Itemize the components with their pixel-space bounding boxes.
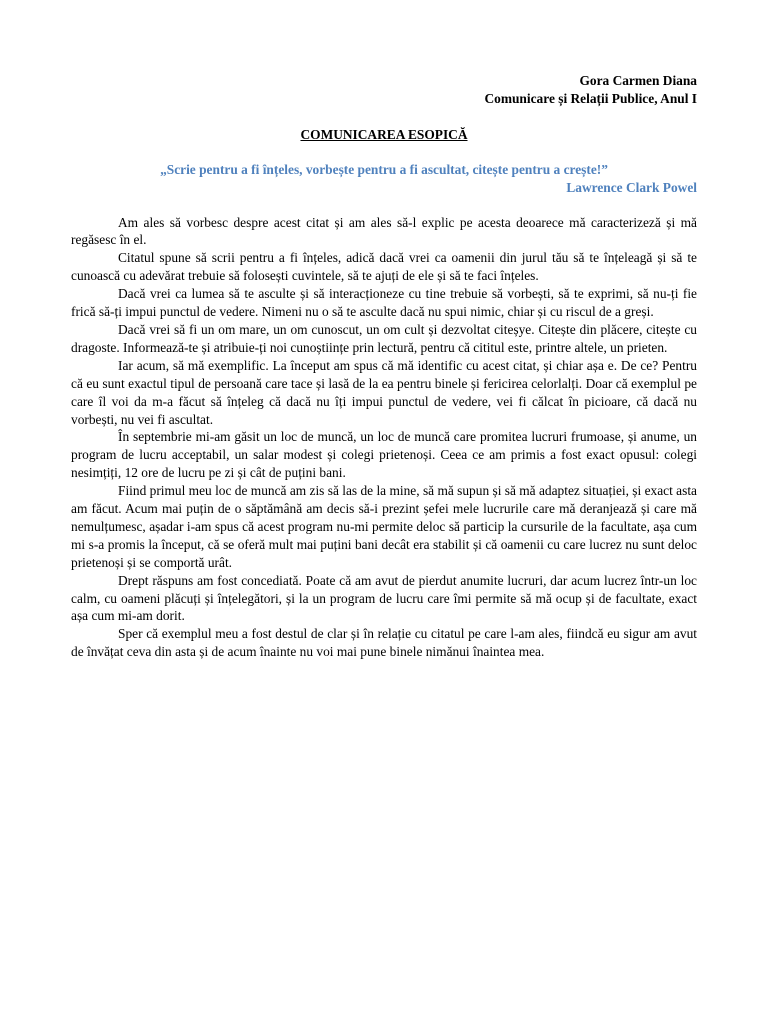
- paragraph: Sper că exemplul meu a fost destul de clar și în relație cu citatul pe care l-am ales, fiindcă eu sigur am avut de învățat ceva din asta și de acum înainte nu voi mai pune binele nimănui înaintea mea.: [71, 626, 697, 660]
- document-title: COMUNICAREA ESOPICĂ: [300, 126, 468, 142]
- paragraph: Citatul spune să scrii pentru a fi înțeles, adică dacă vrei ca oamenii din jurul tău să te înțeleagă și să te cunoască cu adevărat trebuie să folosești cuvintele, să te ajuți de ele și să te faci înțeles.: [71, 250, 697, 284]
- paragraph: Dacă vrei să fi un om mare, un om cunoscut, un om cult și dezvoltat citeșye. Citește din plăcere, citește cu dragoste. Informează-te și atribuie-ți noi cunoștiințe prin lectură, pentru că cititul este, printre altele, un prieten.: [71, 321, 697, 355]
- paragraph: Dacă vrei ca lumea să te asculte și să interacționeze cu tine trebuie să vorbești, să te exprimi, să nu-ți fie frică să-ți impui punctul de vedere. Nimeni nu o să te asculte dacă nu spui nimic, chiar și cu riscul de a greși.: [71, 286, 697, 320]
- author-name: Gora Carmen Diana: [579, 73, 697, 88]
- paragraph: Am ales să vorbesc despre acest citat și am ales să-l explic pe acesta deoarece mă caracterizeză și mă regăsesc în el.: [71, 214, 697, 248]
- quote-author: Lawrence Clark Powel: [566, 179, 697, 195]
- paragraph: Drept răspuns am fost concediată. Poate că am avut de pierdut anumite lucruri, dar acum lucrez într-un loc calm, cu oameni plăcuți și înțelegători, și la un program de lucru care îmi permite să mă ocup și de facultate, exact așa cum mi-am dorit.: [71, 572, 697, 624]
- paragraph: Fiind primul meu loc de muncă am zis să las de la mine, să mă supun și să mă adaptez situației, și exact asta am făcut. Acum mai puțin de o săptămână am decis să-i prezint șefei mele lucrurile care mă deranjează și care mă nemulțumesc, așadar i-am spus că acest program nu-mi permite deloc să particip la cursurile de la facultate, așa cum mi s-a promis la început, că se oferă mult mai puțini bani decât era stabilit și că oamenii cu care lucrez nu sunt deloc prietenoși și se comportă urât.: [71, 483, 697, 570]
- author-block: [71, 72, 697, 108]
- quote-text: „Scrie pentru a fi înțeles, vorbește pentru a fi ascultat, citește pentru a crește!”: [160, 161, 608, 177]
- epigraph: [71, 161, 697, 197]
- paragraph: În septembrie mi-am găsit un loc de muncă, un loc de muncă care promitea lucruri frumoase, și anume, un program de lucru acceptabil, un salar modest și colegi prietenoși. Ceea ce am primis a fost exact opusul: colegi nesimțiți, 12 ore de lucru pe zi și cât de puțini bani.: [71, 429, 697, 481]
- paragraph: Iar acum, să mă exemplific. La început am spus că mă identific cu acest citat, și chiar așa e. De ce? Pentru că eu sunt exactul tipul de persoană care tace și lasă de la ea pentru binele și fericirea celorlalți. Doar că exemplul pe care îl voi da m-a făcut să înțeleg că dacă nu îți impui punctul de vedere, vei fi călcat în picioare, că dacă nu vorbești, nu vei fi ascultat.: [71, 357, 697, 427]
- author-program: Comunicare și Relații Publice, Anul I: [484, 90, 697, 106]
- document-page: [71, 72, 697, 661]
- essay-body: [71, 214, 697, 662]
